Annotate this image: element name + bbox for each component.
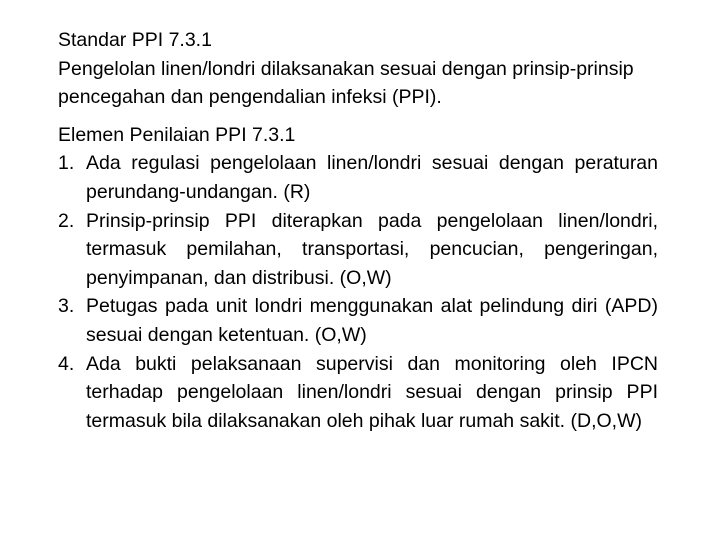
list-item-number: 1. bbox=[58, 152, 75, 175]
assessment-elements-title: Elemen Penilaian PPI 7.3.1 bbox=[58, 123, 296, 146]
list-item-number: 3. bbox=[58, 295, 75, 318]
list-item bbox=[58, 292, 658, 349]
list-item bbox=[58, 149, 658, 206]
standard-section bbox=[58, 26, 658, 112]
list-item bbox=[58, 350, 658, 436]
slide-content bbox=[58, 26, 658, 435]
list-item-text: Prinsip-prinsip PPI diterapkan pada pengelolaan linen/londri, termasuk pemilahan, transportasi, pencucian, pengeringan, penyimpanan, dan distribusi. (O,W) bbox=[86, 209, 658, 289]
list-item bbox=[58, 207, 658, 293]
list-item-text: Petugas pada unit londri menggunakan alat pelindung diri (APD) sesuai dengan ketentuan. (O,W) bbox=[86, 295, 658, 346]
standard-code: Standar PPI 7.3.1 bbox=[58, 29, 212, 51]
standard-text: Pengelolan linen/londri dilaksanakan sesuai dengan prinsip-prinsip pencegahan dan pengendalian infeksi (PPI). bbox=[58, 57, 634, 109]
assessment-elements-list bbox=[58, 149, 658, 435]
list-item-text: Ada regulasi pengelolaan linen/londri sesuai dengan peraturan perundang-undangan. (R) bbox=[86, 152, 658, 203]
assessment-elements-section bbox=[58, 121, 658, 436]
list-item-text: Ada bukti pelaksanaan supervisi dan monitoring oleh IPCN terhadap pengelolaan linen/londri sesuai dengan prinsip PPI termasuk bila dilaksanakan oleh pihak luar rumah sakit. (D,O,W) bbox=[86, 352, 658, 432]
list-item-number: 2. bbox=[58, 209, 75, 232]
list-item-number: 4. bbox=[58, 352, 75, 375]
